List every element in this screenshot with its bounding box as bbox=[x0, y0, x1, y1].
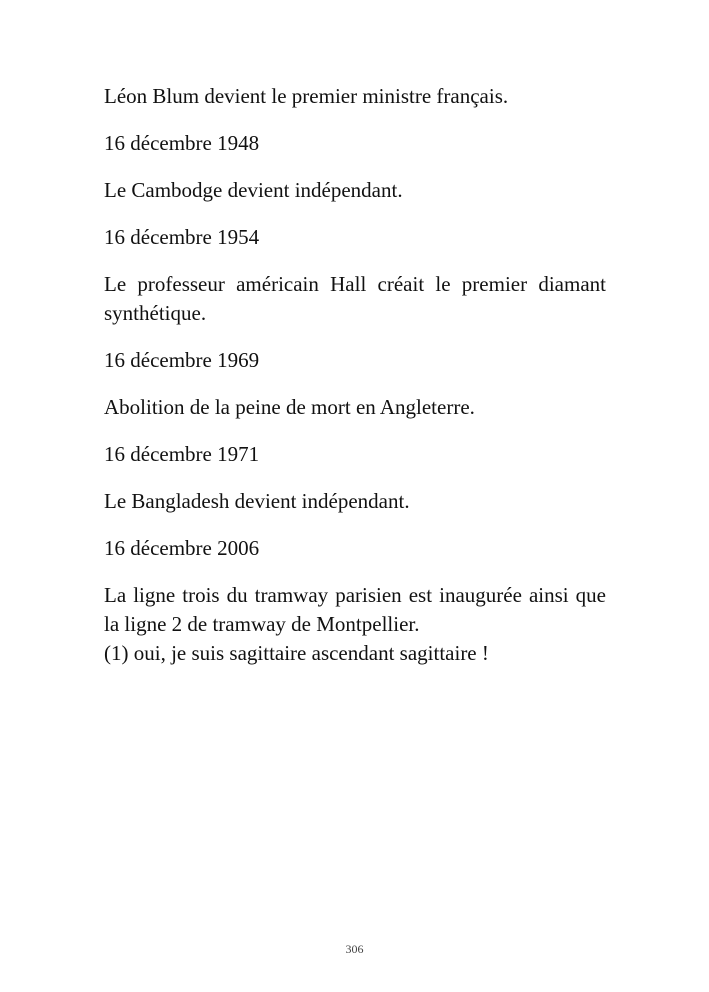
date-heading: 16 décembre 1969 bbox=[104, 348, 260, 372]
date-heading: 16 décembre 2006 bbox=[104, 536, 260, 560]
date-heading: 16 décembre 1971 bbox=[104, 442, 260, 466]
event-text: Abolition de la peine de mort en Angleterre. bbox=[104, 395, 475, 419]
page-body bbox=[104, 82, 606, 668]
event-text: Léon Blum devient le premier ministre français. bbox=[104, 84, 509, 108]
page-number: 306 bbox=[345, 942, 364, 956]
footnote: (1) oui, je suis sagittaire ascendant sagittaire ! bbox=[104, 641, 489, 665]
event-text: Le professeur américain Hall créait le premier diamant synthétique. bbox=[104, 272, 606, 325]
event-text: La ligne trois du tramway parisien est inaugurée ainsi que la ligne 2 de tramway de Montpellier. bbox=[104, 583, 606, 636]
date-heading: 16 décembre 1954 bbox=[104, 225, 260, 249]
event-text: Le Bangladesh devient indépendant. bbox=[104, 489, 410, 513]
event-text: Le Cambodge devient indépendant. bbox=[104, 178, 403, 202]
date-heading: 16 décembre 1948 bbox=[104, 131, 260, 155]
